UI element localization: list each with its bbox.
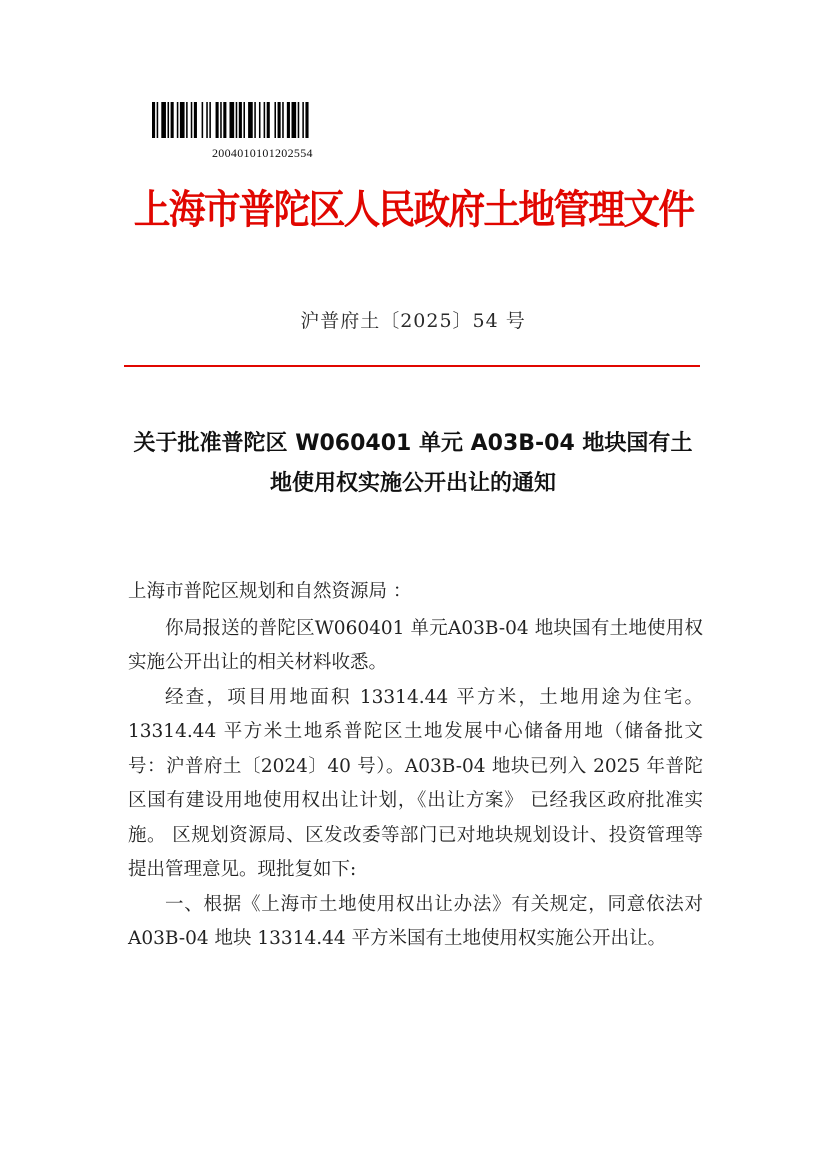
barcode-bar (298, 102, 300, 138)
barcode-bar (161, 102, 166, 138)
barcode-bar (157, 102, 159, 138)
barcode-graphic (152, 102, 410, 138)
barcode-bar (302, 102, 304, 138)
barcode-bar (177, 102, 179, 138)
notice-title-line-2: 地使用权实施公开出让的通知 (269, 471, 556, 496)
barcode-bar (168, 102, 170, 138)
barcode-bar (254, 102, 256, 138)
barcode-bar (292, 102, 297, 138)
barcode-bar (206, 102, 208, 138)
red-divider (124, 365, 700, 367)
barcode-bar (186, 102, 188, 138)
notice-title-line-1: 关于批准普陀区 W060401 单元 A03B-04 地块国有土 (133, 431, 693, 456)
barcode-bar (220, 102, 222, 138)
barcode-bar (282, 102, 284, 138)
barcode-bar (171, 102, 174, 138)
barcode-bar (236, 102, 238, 138)
barcode-bar (191, 102, 193, 138)
barcode-bar (259, 102, 261, 138)
barcode-bar (216, 102, 219, 138)
body-paragraph-2: 经查，项目用地面积 13314.44 平方米，土地用途为住宅。13314.44 平方米土地系普陀区土地发展中心储备用地（储备批文号：沪普府土〔2024〕40 号）。A03B-04 地块已列入 2025 年普陀区国有建设用地使用权出让计划，《出让方案》 已经我区政府批准实施。 区规划资源局、区发改委等部门已对地块规划设计、投资管理等提出管理意见。现批复如下: (128, 686, 703, 880)
barcode-bar (274, 102, 276, 138)
barcode-bar (194, 102, 197, 138)
document-number: 沪普府土〔2025〕54 号 (300, 310, 526, 332)
barcode-bar (180, 102, 185, 138)
body-text (128, 575, 703, 957)
barcode (152, 102, 410, 138)
body-paragraph-1: 你局报送的普陀区W060401 单元A03B-04 地块国有土地使用权实施公开出让的相关材料收悉。 (128, 617, 703, 673)
barcode-number: 2004010101202554 (212, 146, 313, 160)
barcode-bar (223, 102, 226, 138)
barcode-bar (243, 102, 245, 138)
barcode-bar (267, 102, 270, 138)
barcode-bar (287, 102, 290, 138)
notice-title (120, 424, 706, 504)
barcode-bar (239, 102, 242, 138)
body-paragraph-3: 一、根据《上海市土地使用权出让办法》有关规定，同意依法对 A03B-04 地块 13314.44 平方米国有土地使用权实施公开出让。 (128, 893, 703, 949)
barcode-bar (278, 102, 281, 138)
barcode-bar (264, 102, 266, 138)
barcode-bar (230, 102, 235, 138)
barcode-bar (202, 102, 204, 138)
barcode-bar (305, 102, 308, 138)
barcode-bar (152, 102, 155, 138)
barcode-bar (248, 102, 253, 138)
issuing-authority-title: 上海市普陀区人民政府土地管理文件 (133, 186, 694, 233)
barcode-bar (209, 102, 211, 138)
salutation: 上海市普陀区规划和自然资源局 ： (128, 581, 412, 602)
